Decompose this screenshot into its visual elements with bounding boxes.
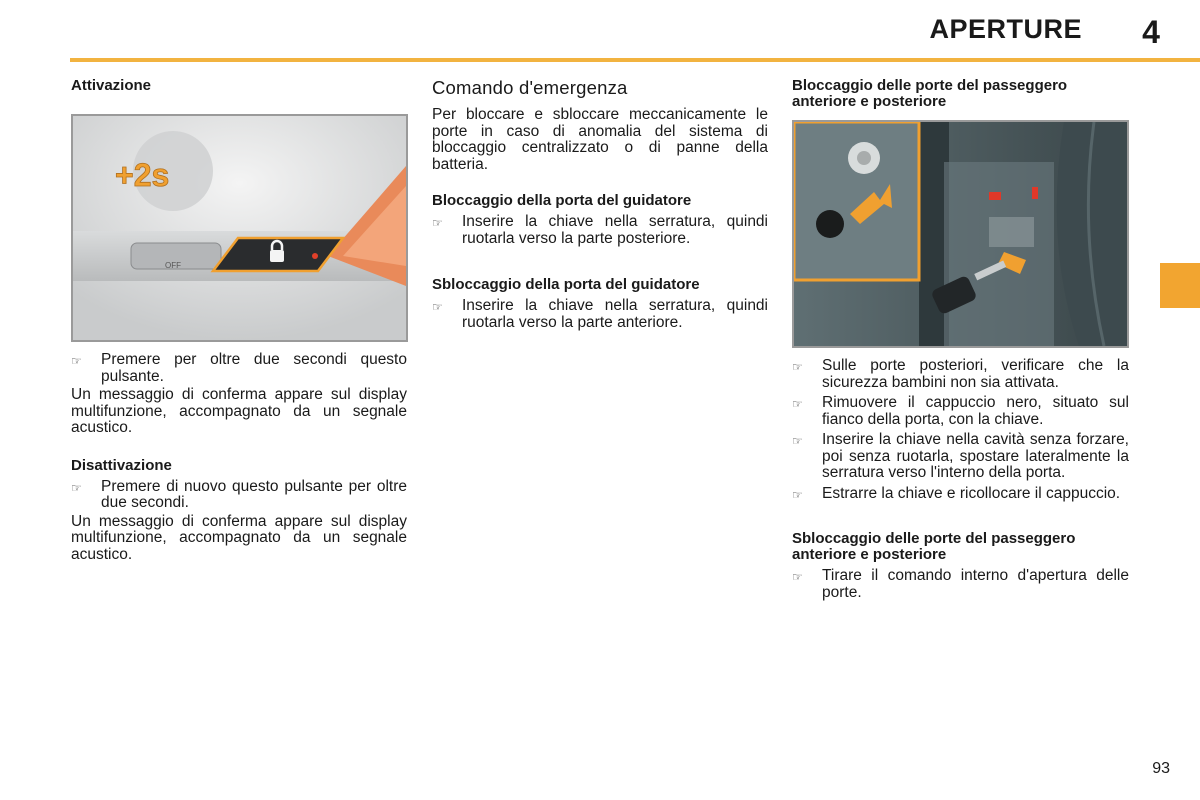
section-title: APERTURE — [929, 14, 1082, 44]
dashboard-svg — [73, 116, 406, 340]
column-emergency — [432, 78, 768, 331]
column-activation — [71, 78, 407, 94]
two-seconds-badge: +2s — [115, 157, 170, 193]
pointing-hand-icon: ☞ — [792, 434, 803, 448]
page-number: 93 — [1152, 760, 1170, 777]
passenger-lock-heading: Bloccaggio delle porte del passeggero anteriore e posteriore — [792, 77, 1068, 110]
driver-unlock-heading: Sbloccaggio della porta del guidatore — [432, 276, 700, 293]
pointing-hand-icon: ☞ — [792, 360, 803, 374]
chapter-tab — [1160, 263, 1200, 308]
inset-panel — [794, 122, 919, 280]
column-passenger-text — [792, 358, 1129, 601]
column-activation-text — [71, 352, 407, 563]
list-item: ☞ Tirare il comando interno d'apertura delle porte. — [792, 567, 1129, 601]
door-svg — [794, 122, 1127, 346]
list-item: ☞ Sulle porte posteriori, verificare che la sicurezza bambini non sia attivata. — [792, 357, 1129, 391]
chapter-number: 4 — [1142, 14, 1160, 50]
deactivation-heading: Disattivazione — [71, 456, 172, 474]
list-item: ☞ Estrarre la chiave e ricollocare il cappuccio. — [792, 484, 1121, 502]
emergency-intro: Per bloccare e sbloccare meccanicamente le porte in caso di anomalia del sistema di bloccaggio centralizzato o di panne della batteria. — [432, 106, 768, 173]
pointing-hand-icon: ☞ — [432, 216, 443, 230]
list-item: ☞ Inserire la chiave nella serratura, quindi ruotarla verso la parte anteriore. — [432, 297, 768, 331]
driver-lock-heading: Bloccaggio della porta del guidatore — [432, 192, 692, 209]
activation-paragraph: Un messaggio di conferma appare sul display multifunzione, accompagnato da un segnale acustico. — [71, 386, 407, 436]
pointing-hand-icon: ☞ — [792, 397, 803, 411]
lock-cavity-icon — [816, 210, 844, 238]
list-item: ☞ Inserire la chiave nella serratura, quindi ruotarla verso la parte posteriore. — [432, 213, 768, 247]
lock-button-illustration — [71, 114, 408, 342]
pointing-hand-icon: ☞ — [792, 487, 803, 502]
list-item: ☞ Premere di nuovo questo pulsante per oltre due secondi. — [71, 477, 407, 511]
activation-heading: Attivazione — [71, 77, 152, 94]
pointing-hand-icon: ☞ — [432, 300, 443, 314]
child-lock-icon — [989, 192, 1001, 200]
door-lock-illustration — [792, 120, 1129, 348]
passenger-unlock-heading: Sbloccaggio delle porte del passeggero anteriore e posteriore — [792, 530, 1076, 563]
list-item: ☞ Premere per oltre due secondi questo pulsante. — [71, 351, 407, 385]
column-passenger — [792, 78, 1129, 110]
led-icon — [312, 253, 318, 259]
pointing-hand-icon: ☞ — [71, 480, 82, 495]
off-label: OFF — [165, 261, 181, 270]
deactivation-paragraph: Un messaggio di conferma appare sul display multifunzione, accompagnato da un segnale acustico. — [71, 512, 407, 563]
header-rule — [70, 58, 1200, 62]
emergency-title: Comando d'emergenza — [432, 77, 628, 98]
pointing-hand-icon: ☞ — [792, 570, 803, 584]
pointing-hand-icon: ☞ — [71, 354, 82, 368]
list-item: ☞ Inserire la chiave nella cavità senza forzare, poi senza ruotarla, spostare lateralmente la serratura verso l'interno della porta. — [792, 431, 1129, 481]
list-item: ☞ Rimuovere il cappuccio nero, situato sul fianco della porta, con la chiave. — [792, 394, 1129, 428]
